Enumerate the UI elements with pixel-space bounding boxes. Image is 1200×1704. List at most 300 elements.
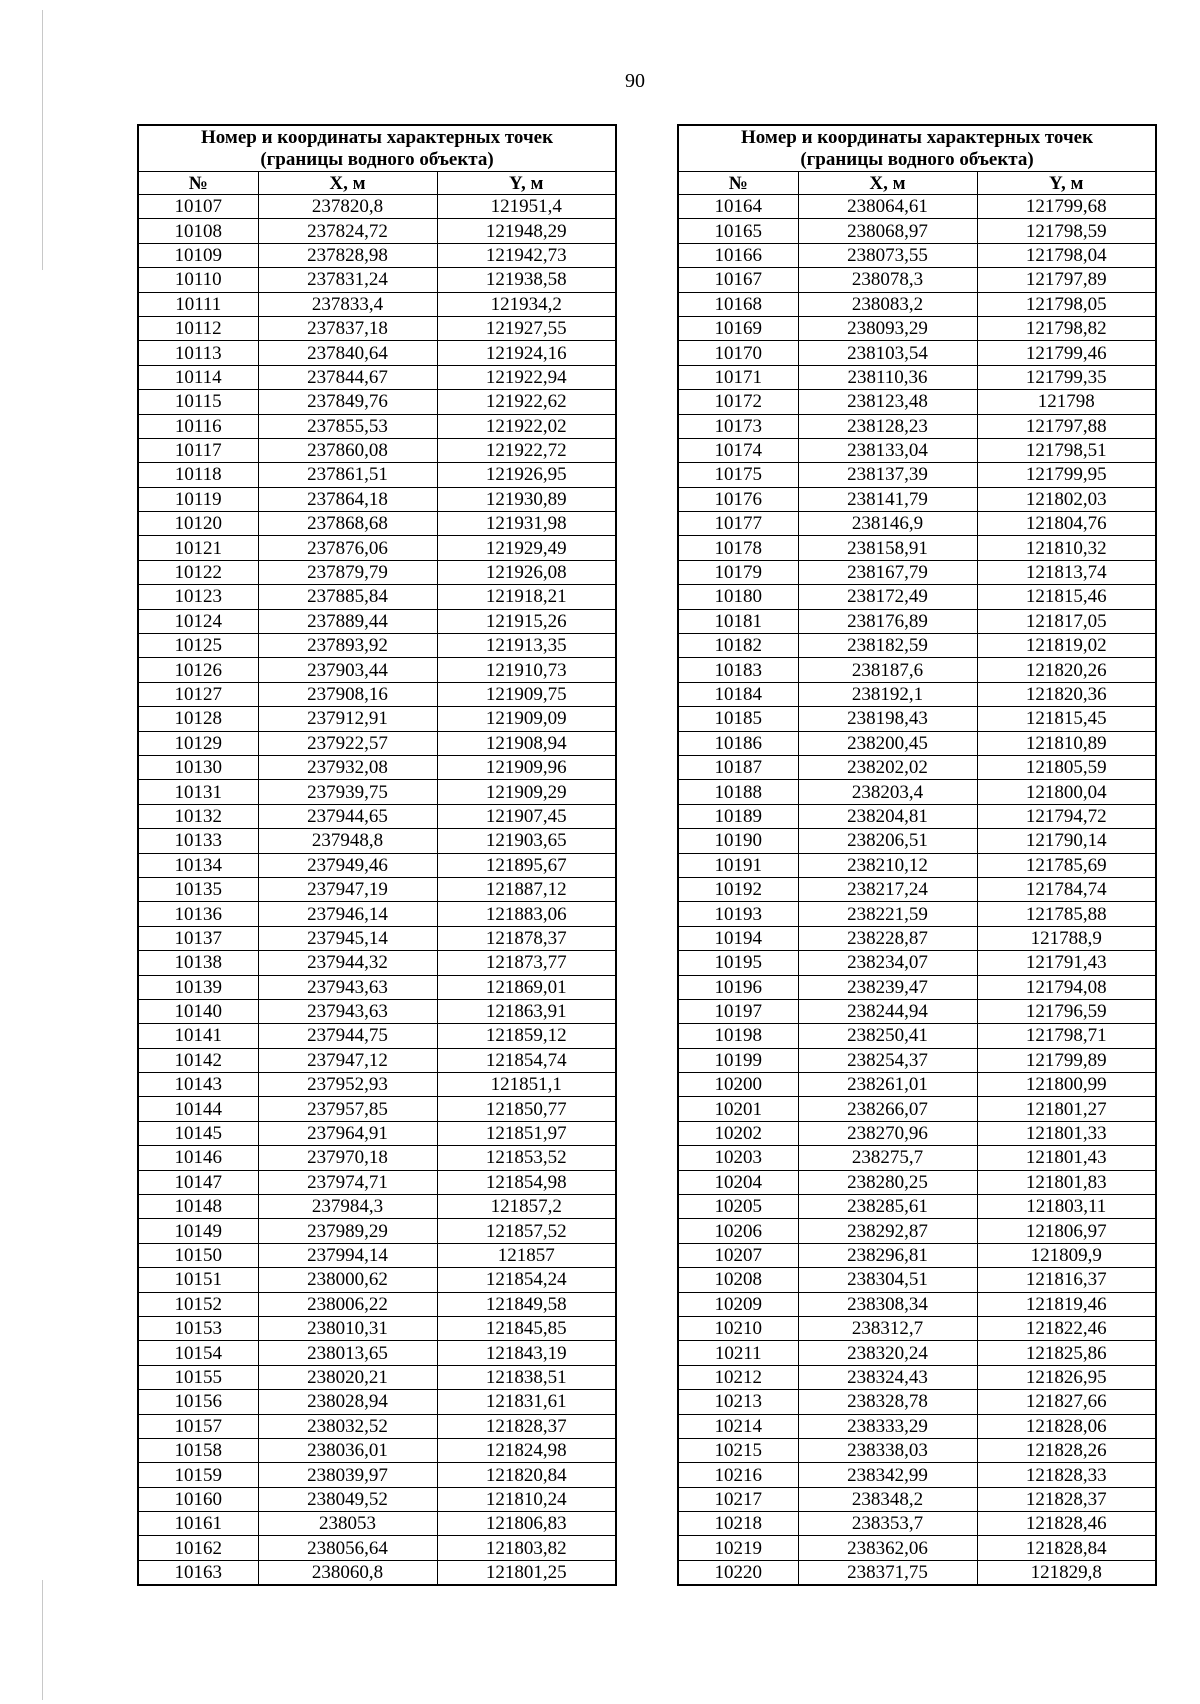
y-coordinate-cell: 121816,37 xyxy=(977,1268,1156,1292)
y-coordinate-cell: 121813,74 xyxy=(977,560,1156,584)
y-coordinate-cell: 121815,45 xyxy=(977,707,1156,731)
y-coordinate-cell: 121859,12 xyxy=(437,1024,616,1048)
table-row xyxy=(678,414,1156,438)
x-coordinate-cell: 238060,8 xyxy=(258,1560,437,1585)
y-coordinate-cell: 121798 xyxy=(977,390,1156,414)
x-coordinate-cell: 238206,51 xyxy=(798,829,977,853)
table-row xyxy=(678,1048,1156,1072)
x-coordinate-cell: 238133,04 xyxy=(798,438,977,462)
point-number-cell: 10129 xyxy=(138,731,258,755)
x-coordinate-cell: 237974,71 xyxy=(258,1170,437,1194)
point-number-cell: 10113 xyxy=(138,341,258,365)
point-number-cell: 10123 xyxy=(138,585,258,609)
y-coordinate-cell: 121828,46 xyxy=(977,1512,1156,1536)
table-row xyxy=(138,219,616,243)
x-coordinate-cell: 237932,08 xyxy=(258,755,437,779)
table-row xyxy=(138,609,616,633)
y-coordinate-cell: 121803,82 xyxy=(437,1536,616,1560)
x-coordinate-cell: 238244,94 xyxy=(798,999,977,1023)
column-header-number: № xyxy=(138,172,258,195)
y-coordinate-cell: 121801,25 xyxy=(437,1560,616,1585)
x-coordinate-cell: 238342,99 xyxy=(798,1463,977,1487)
y-coordinate-cell: 121797,88 xyxy=(977,414,1156,438)
y-coordinate-cell: 121815,46 xyxy=(977,585,1156,609)
x-coordinate-cell: 238187,6 xyxy=(798,658,977,682)
x-coordinate-cell: 238312,7 xyxy=(798,1316,977,1340)
table-row xyxy=(678,365,1156,389)
table-row xyxy=(138,1219,616,1243)
y-coordinate-cell: 121828,26 xyxy=(977,1438,1156,1462)
table-row xyxy=(678,682,1156,706)
point-number-cell: 10197 xyxy=(678,999,798,1023)
y-coordinate-cell: 121915,26 xyxy=(437,609,616,633)
x-coordinate-cell: 237944,32 xyxy=(258,951,437,975)
table-row xyxy=(138,1463,616,1487)
point-number-cell: 10185 xyxy=(678,707,798,731)
x-coordinate-cell: 238068,97 xyxy=(798,219,977,243)
x-coordinate-cell: 237828,98 xyxy=(258,243,437,267)
x-coordinate-cell: 238028,94 xyxy=(258,1390,437,1414)
table-row xyxy=(678,1170,1156,1194)
table-row xyxy=(138,1146,616,1170)
point-number-cell: 10142 xyxy=(138,1048,258,1072)
point-number-cell: 10161 xyxy=(138,1512,258,1536)
x-coordinate-cell: 238292,87 xyxy=(798,1219,977,1243)
point-number-cell: 10167 xyxy=(678,268,798,292)
table-row xyxy=(678,877,1156,901)
table-row xyxy=(678,1097,1156,1121)
x-coordinate-cell: 238250,41 xyxy=(798,1024,977,1048)
x-coordinate-cell: 238056,64 xyxy=(258,1536,437,1560)
y-coordinate-cell: 121909,29 xyxy=(437,780,616,804)
column-header-y: Y, м xyxy=(437,172,616,195)
y-coordinate-cell: 121931,98 xyxy=(437,512,616,536)
x-coordinate-cell: 238110,36 xyxy=(798,365,977,389)
x-coordinate-cell: 238137,39 xyxy=(798,463,977,487)
y-coordinate-cell: 121934,2 xyxy=(437,292,616,316)
point-number-cell: 10165 xyxy=(678,219,798,243)
table-row xyxy=(678,536,1156,560)
y-coordinate-cell: 121922,72 xyxy=(437,438,616,462)
table-row xyxy=(678,1195,1156,1219)
table-row xyxy=(138,853,616,877)
y-coordinate-cell: 121799,35 xyxy=(977,365,1156,389)
point-number-cell: 10127 xyxy=(138,682,258,706)
x-coordinate-cell: 237912,91 xyxy=(258,707,437,731)
point-number-cell: 10107 xyxy=(138,195,258,219)
table-title-line1: Номер и координаты характерных точек xyxy=(740,126,1094,148)
point-number-cell: 10206 xyxy=(678,1219,798,1243)
point-number-cell: 10211 xyxy=(678,1341,798,1365)
table-row xyxy=(138,1536,616,1560)
x-coordinate-cell: 237861,51 xyxy=(258,463,437,487)
y-coordinate-cell: 121824,98 xyxy=(437,1438,616,1462)
table-row xyxy=(138,1560,616,1585)
point-number-cell: 10118 xyxy=(138,463,258,487)
point-number-cell: 10149 xyxy=(138,1219,258,1243)
point-number-cell: 10195 xyxy=(678,951,798,975)
point-number-cell: 10152 xyxy=(138,1292,258,1316)
point-number-cell: 10155 xyxy=(138,1365,258,1389)
y-coordinate-cell: 121796,59 xyxy=(977,999,1156,1023)
x-coordinate-cell: 237952,93 xyxy=(258,1073,437,1097)
y-coordinate-cell: 121809,9 xyxy=(977,1243,1156,1267)
point-number-cell: 10204 xyxy=(678,1170,798,1194)
table-row xyxy=(138,1121,616,1145)
table-row xyxy=(138,902,616,926)
x-coordinate-cell: 237947,12 xyxy=(258,1048,437,1072)
x-coordinate-cell: 238270,96 xyxy=(798,1121,977,1145)
y-coordinate-cell: 121799,68 xyxy=(977,195,1156,219)
y-coordinate-cell: 121869,01 xyxy=(437,975,616,999)
y-coordinate-cell: 121910,73 xyxy=(437,658,616,682)
point-number-cell: 10175 xyxy=(678,463,798,487)
point-number-cell: 10160 xyxy=(138,1487,258,1511)
table-title xyxy=(138,125,616,172)
table-row xyxy=(138,463,616,487)
point-number-cell: 10168 xyxy=(678,292,798,316)
y-coordinate-cell: 121851,1 xyxy=(437,1073,616,1097)
table-row xyxy=(138,1097,616,1121)
x-coordinate-cell: 237939,75 xyxy=(258,780,437,804)
x-coordinate-cell: 237831,24 xyxy=(258,268,437,292)
y-coordinate-cell: 121938,58 xyxy=(437,268,616,292)
point-number-cell: 10205 xyxy=(678,1195,798,1219)
y-coordinate-cell: 121798,82 xyxy=(977,316,1156,340)
table-row xyxy=(678,731,1156,755)
point-number-cell: 10181 xyxy=(678,609,798,633)
point-number-cell: 10124 xyxy=(138,609,258,633)
table-row xyxy=(138,877,616,901)
table-row xyxy=(678,1390,1156,1414)
point-number-cell: 10121 xyxy=(138,536,258,560)
table-row xyxy=(138,1316,616,1340)
y-coordinate-cell: 121788,9 xyxy=(977,926,1156,950)
x-coordinate-cell: 237964,91 xyxy=(258,1121,437,1145)
table-row xyxy=(138,585,616,609)
point-number-cell: 10157 xyxy=(138,1414,258,1438)
point-number-cell: 10184 xyxy=(678,682,798,706)
point-number-cell: 10176 xyxy=(678,487,798,511)
x-coordinate-cell: 238320,24 xyxy=(798,1341,977,1365)
point-number-cell: 10187 xyxy=(678,755,798,779)
table-row xyxy=(138,731,616,755)
table-row xyxy=(678,755,1156,779)
x-coordinate-cell: 238234,07 xyxy=(798,951,977,975)
x-coordinate-cell: 237994,14 xyxy=(258,1243,437,1267)
x-coordinate-cell: 237876,06 xyxy=(258,536,437,560)
x-coordinate-cell: 238078,3 xyxy=(798,268,977,292)
table-row xyxy=(678,951,1156,975)
point-number-cell: 10138 xyxy=(138,951,258,975)
table-row xyxy=(678,707,1156,731)
x-coordinate-cell: 237833,4 xyxy=(258,292,437,316)
point-number-cell: 10192 xyxy=(678,877,798,901)
y-coordinate-cell: 121926,95 xyxy=(437,463,616,487)
table-row xyxy=(678,560,1156,584)
y-coordinate-cell: 121798,05 xyxy=(977,292,1156,316)
y-coordinate-cell: 121822,46 xyxy=(977,1316,1156,1340)
point-number-cell: 10178 xyxy=(678,536,798,560)
x-coordinate-cell: 238203,4 xyxy=(798,780,977,804)
x-coordinate-cell: 238103,54 xyxy=(798,341,977,365)
y-coordinate-cell: 121930,89 xyxy=(437,487,616,511)
table-row xyxy=(138,829,616,853)
table-row xyxy=(678,975,1156,999)
margin-rule xyxy=(42,1580,43,1700)
table-row xyxy=(138,1341,616,1365)
point-number-cell: 10173 xyxy=(678,414,798,438)
x-coordinate-cell: 238280,25 xyxy=(798,1170,977,1194)
table-row xyxy=(138,926,616,950)
x-coordinate-cell: 238032,52 xyxy=(258,1414,437,1438)
table-row xyxy=(678,268,1156,292)
y-coordinate-cell: 121785,88 xyxy=(977,902,1156,926)
y-coordinate-cell: 121810,89 xyxy=(977,731,1156,755)
point-number-cell: 10220 xyxy=(678,1560,798,1585)
table-row xyxy=(138,414,616,438)
y-coordinate-cell: 121806,83 xyxy=(437,1512,616,1536)
y-coordinate-cell: 121820,84 xyxy=(437,1463,616,1487)
table-row xyxy=(138,1243,616,1267)
table-row xyxy=(678,1463,1156,1487)
y-coordinate-cell: 121850,77 xyxy=(437,1097,616,1121)
y-coordinate-cell: 121922,02 xyxy=(437,414,616,438)
table-title xyxy=(678,125,1156,172)
x-coordinate-cell: 238285,61 xyxy=(798,1195,977,1219)
y-coordinate-cell: 121784,74 xyxy=(977,877,1156,901)
point-number-cell: 10188 xyxy=(678,780,798,804)
x-coordinate-cell: 238198,43 xyxy=(798,707,977,731)
point-number-cell: 10180 xyxy=(678,585,798,609)
table-row xyxy=(138,658,616,682)
x-coordinate-cell: 238172,49 xyxy=(798,585,977,609)
table-row xyxy=(678,219,1156,243)
point-number-cell: 10139 xyxy=(138,975,258,999)
x-coordinate-cell: 238176,89 xyxy=(798,609,977,633)
y-coordinate-cell: 121785,69 xyxy=(977,853,1156,877)
x-coordinate-cell: 237868,68 xyxy=(258,512,437,536)
point-number-cell: 10199 xyxy=(678,1048,798,1072)
y-coordinate-cell: 121922,62 xyxy=(437,390,616,414)
table-row xyxy=(678,1073,1156,1097)
y-coordinate-cell: 121854,74 xyxy=(437,1048,616,1072)
x-coordinate-cell: 238128,23 xyxy=(798,414,977,438)
x-coordinate-cell: 238296,81 xyxy=(798,1243,977,1267)
point-number-cell: 10156 xyxy=(138,1390,258,1414)
y-coordinate-cell: 121926,08 xyxy=(437,560,616,584)
y-coordinate-cell: 121828,37 xyxy=(437,1414,616,1438)
y-coordinate-cell: 121913,35 xyxy=(437,634,616,658)
point-number-cell: 10151 xyxy=(138,1268,258,1292)
y-coordinate-cell: 121817,05 xyxy=(977,609,1156,633)
table-row xyxy=(138,999,616,1023)
x-coordinate-cell: 238000,62 xyxy=(258,1268,437,1292)
point-number-cell: 10190 xyxy=(678,829,798,853)
point-number-cell: 10208 xyxy=(678,1268,798,1292)
table-row xyxy=(678,780,1156,804)
y-coordinate-cell: 121922,94 xyxy=(437,365,616,389)
table-row xyxy=(678,1024,1156,1048)
table-row xyxy=(138,1438,616,1462)
x-coordinate-cell: 238353,7 xyxy=(798,1512,977,1536)
y-coordinate-cell: 121909,09 xyxy=(437,707,616,731)
x-coordinate-cell: 238204,81 xyxy=(798,804,977,828)
table-row xyxy=(678,585,1156,609)
y-coordinate-cell: 121803,11 xyxy=(977,1195,1156,1219)
x-coordinate-cell: 238020,21 xyxy=(258,1365,437,1389)
x-coordinate-cell: 238064,61 xyxy=(798,195,977,219)
table-title-line1: Номер и координаты характерных точек xyxy=(200,126,554,148)
table-row xyxy=(138,438,616,462)
point-number-cell: 10125 xyxy=(138,634,258,658)
point-number-cell: 10128 xyxy=(138,707,258,731)
point-number-cell: 10162 xyxy=(138,1536,258,1560)
table-row xyxy=(138,1292,616,1316)
x-coordinate-cell: 238333,29 xyxy=(798,1414,977,1438)
x-coordinate-cell: 238006,22 xyxy=(258,1292,437,1316)
y-coordinate-cell: 121951,4 xyxy=(437,195,616,219)
x-coordinate-cell: 237860,08 xyxy=(258,438,437,462)
y-coordinate-cell: 121819,02 xyxy=(977,634,1156,658)
point-number-cell: 10159 xyxy=(138,1463,258,1487)
y-coordinate-cell: 121801,27 xyxy=(977,1097,1156,1121)
table-row xyxy=(678,1243,1156,1267)
y-coordinate-cell: 121909,75 xyxy=(437,682,616,706)
y-coordinate-cell: 121820,26 xyxy=(977,658,1156,682)
page-number: 90 xyxy=(625,70,645,92)
y-coordinate-cell: 121828,37 xyxy=(977,1487,1156,1511)
table-row xyxy=(138,682,616,706)
table-row xyxy=(678,1316,1156,1340)
x-coordinate-cell: 238210,12 xyxy=(798,853,977,877)
table-row xyxy=(678,1121,1156,1145)
table-row xyxy=(138,1268,616,1292)
table-row xyxy=(678,1146,1156,1170)
y-coordinate-cell: 121849,58 xyxy=(437,1292,616,1316)
table-row xyxy=(138,195,616,219)
point-number-cell: 10154 xyxy=(138,1341,258,1365)
y-coordinate-cell: 121828,84 xyxy=(977,1536,1156,1560)
point-number-cell: 10126 xyxy=(138,658,258,682)
x-coordinate-cell: 237957,85 xyxy=(258,1097,437,1121)
point-number-cell: 10198 xyxy=(678,1024,798,1048)
point-number-cell: 10153 xyxy=(138,1316,258,1340)
point-number-cell: 10200 xyxy=(678,1073,798,1097)
table-row xyxy=(138,1414,616,1438)
y-coordinate-cell: 121825,86 xyxy=(977,1341,1156,1365)
table-row xyxy=(678,609,1156,633)
y-coordinate-cell: 121903,65 xyxy=(437,829,616,853)
table-row xyxy=(678,926,1156,950)
y-coordinate-cell: 121810,24 xyxy=(437,1487,616,1511)
x-coordinate-cell: 237943,63 xyxy=(258,975,437,999)
y-coordinate-cell: 121829,8 xyxy=(977,1560,1156,1585)
y-coordinate-cell: 121887,12 xyxy=(437,877,616,901)
table-row xyxy=(678,390,1156,414)
x-coordinate-cell: 238239,47 xyxy=(798,975,977,999)
y-coordinate-cell: 121799,46 xyxy=(977,341,1156,365)
x-coordinate-cell: 237824,72 xyxy=(258,219,437,243)
y-coordinate-cell: 121948,29 xyxy=(437,219,616,243)
table-row xyxy=(138,536,616,560)
y-coordinate-cell: 121799,95 xyxy=(977,463,1156,487)
table-row xyxy=(678,341,1156,365)
y-coordinate-cell: 121810,32 xyxy=(977,536,1156,560)
x-coordinate-cell: 238254,37 xyxy=(798,1048,977,1072)
x-coordinate-cell: 238053 xyxy=(258,1512,437,1536)
point-number-cell: 10193 xyxy=(678,902,798,926)
point-number-cell: 10207 xyxy=(678,1243,798,1267)
y-coordinate-cell: 121857 xyxy=(437,1243,616,1267)
y-coordinate-cell: 121801,83 xyxy=(977,1170,1156,1194)
table-row xyxy=(678,804,1156,828)
table-row xyxy=(678,1414,1156,1438)
x-coordinate-cell: 237864,18 xyxy=(258,487,437,511)
y-coordinate-cell: 121828,33 xyxy=(977,1463,1156,1487)
table-row xyxy=(678,634,1156,658)
y-coordinate-cell: 121798,71 xyxy=(977,1024,1156,1048)
x-coordinate-cell: 237849,76 xyxy=(258,390,437,414)
y-coordinate-cell: 121828,06 xyxy=(977,1414,1156,1438)
point-number-cell: 10186 xyxy=(678,731,798,755)
x-coordinate-cell: 238167,79 xyxy=(798,560,977,584)
x-coordinate-cell: 238228,87 xyxy=(798,926,977,950)
point-number-cell: 10144 xyxy=(138,1097,258,1121)
y-coordinate-cell: 121845,85 xyxy=(437,1316,616,1340)
table-row xyxy=(138,560,616,584)
table-row xyxy=(138,1487,616,1511)
point-number-cell: 10166 xyxy=(678,243,798,267)
x-coordinate-cell: 238202,02 xyxy=(798,755,977,779)
table-row xyxy=(678,1512,1156,1536)
y-coordinate-cell: 121831,61 xyxy=(437,1390,616,1414)
x-coordinate-cell: 237989,29 xyxy=(258,1219,437,1243)
table-row xyxy=(138,390,616,414)
table-row xyxy=(138,780,616,804)
point-number-cell: 10196 xyxy=(678,975,798,999)
y-coordinate-cell: 121878,37 xyxy=(437,926,616,950)
point-number-cell: 10163 xyxy=(138,1560,258,1585)
y-coordinate-cell: 121820,36 xyxy=(977,682,1156,706)
y-coordinate-cell: 121790,14 xyxy=(977,829,1156,853)
table-row xyxy=(138,707,616,731)
y-coordinate-cell: 121819,46 xyxy=(977,1292,1156,1316)
point-number-cell: 10182 xyxy=(678,634,798,658)
y-coordinate-cell: 121794,08 xyxy=(977,975,1156,999)
point-number-cell: 10189 xyxy=(678,804,798,828)
column-header-number: № xyxy=(678,172,798,195)
x-coordinate-cell: 237944,75 xyxy=(258,1024,437,1048)
x-coordinate-cell: 237949,46 xyxy=(258,853,437,877)
y-coordinate-cell: 121873,77 xyxy=(437,951,616,975)
table-row xyxy=(678,1219,1156,1243)
y-coordinate-cell: 121794,72 xyxy=(977,804,1156,828)
table-row xyxy=(138,316,616,340)
point-number-cell: 10210 xyxy=(678,1316,798,1340)
point-number-cell: 10120 xyxy=(138,512,258,536)
point-number-cell: 10150 xyxy=(138,1243,258,1267)
table-row xyxy=(678,1365,1156,1389)
x-coordinate-cell: 237855,53 xyxy=(258,414,437,438)
y-coordinate-cell: 121799,89 xyxy=(977,1048,1156,1072)
y-coordinate-cell: 121800,99 xyxy=(977,1073,1156,1097)
table-row xyxy=(138,1048,616,1072)
point-number-cell: 10209 xyxy=(678,1292,798,1316)
point-number-cell: 10143 xyxy=(138,1073,258,1097)
table-row xyxy=(138,512,616,536)
point-number-cell: 10130 xyxy=(138,755,258,779)
